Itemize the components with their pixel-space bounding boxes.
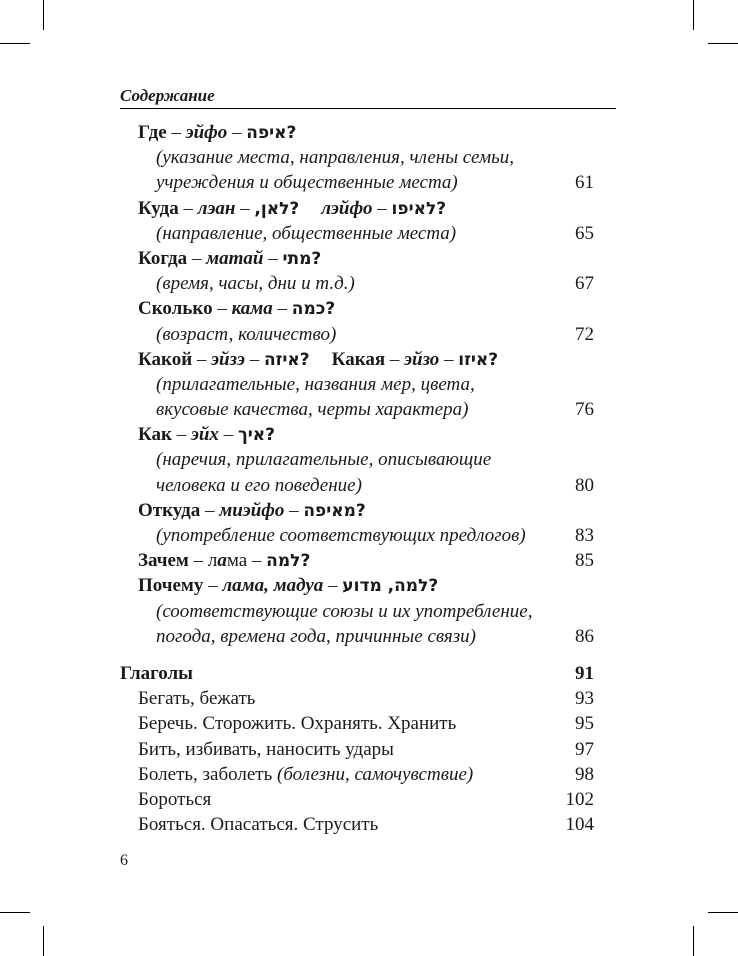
verb-text: Бить, избивать, наносить удары — [138, 738, 394, 760]
crop-mark — [0, 912, 30, 913]
entry-hebrew: ?איך — [237, 425, 276, 446]
entry-hebrew: ?מתי — [282, 248, 322, 269]
entry-transliteration: миэйфо — [219, 499, 285, 521]
entry-transliteration: лама, мадуа — [222, 575, 324, 597]
description-text: (время, часы, дни и т.д.) — [156, 273, 355, 295]
dash: – — [166, 122, 186, 143]
crop-mark — [708, 912, 738, 913]
table-of-contents — [120, 120, 594, 837]
page-number: 93 — [575, 688, 594, 710]
entry-word: Куда — [138, 197, 179, 219]
toc-description — [120, 221, 594, 246]
toc-verb-item[interactable] — [120, 686, 594, 711]
toc-entry-zachem[interactable] — [120, 548, 594, 573]
description-text: (возраст, количество) — [156, 323, 337, 345]
page-number: 95 — [575, 713, 594, 735]
dash: – — [192, 348, 212, 370]
toc-description — [120, 170, 594, 195]
toc-description — [120, 397, 594, 422]
dash: – — [178, 197, 198, 219]
page-number: 80 — [575, 474, 594, 496]
entry-hebrew: ?מאיפה — [303, 500, 366, 521]
dash: – — [263, 247, 283, 269]
entry-hebrew: ?לאן, — [254, 198, 300, 219]
toc-entry-kakoy[interactable] — [120, 347, 594, 372]
verb-text: Бороться — [138, 788, 212, 810]
entry-transliteration: матай — [206, 247, 264, 269]
toc-verb-item[interactable] — [120, 711, 594, 736]
verb-text: Беречь. Сторожить. Охранять. Хранить — [138, 713, 457, 735]
entry-hebrew: ?איזה — [263, 349, 310, 370]
entry-transliteration: эйх — [190, 424, 219, 446]
entry-word: Почему — [138, 575, 204, 597]
toc-verb-item[interactable] — [120, 737, 594, 762]
entry-transliteration: лэан — [197, 197, 236, 219]
entry-hebrew: ?איזו — [458, 349, 499, 370]
dash: – — [372, 197, 392, 219]
verb-text: Бегать, бежать — [138, 688, 256, 710]
dash: – — [272, 298, 292, 320]
crop-mark — [43, 926, 44, 956]
verb-text: Бояться. Опасаться. Струсить — [138, 814, 379, 836]
toc-description — [120, 145, 594, 170]
entry-transliteration: л — [207, 550, 218, 572]
page-number: 91 — [575, 662, 594, 684]
dash: – — [203, 575, 223, 597]
toc-entry-gde[interactable] — [120, 120, 594, 145]
description-text: (прилагательные, названия мер, цвета, — [156, 373, 475, 395]
entry-transliteration: эйзэ — [211, 348, 245, 370]
toc-description — [120, 624, 594, 649]
page-folio: 6 — [120, 852, 128, 869]
toc-description — [120, 523, 594, 548]
entry-hebrew: ?איפה — [246, 123, 297, 143]
dash: – — [212, 298, 232, 320]
entry-word: Какой — [138, 348, 193, 370]
page-number: 83 — [575, 525, 594, 546]
description-text: учреждения и общественные места) — [156, 172, 458, 194]
page-number: 65 — [575, 222, 594, 244]
entry-word: Когда — [138, 247, 188, 269]
page-number: 85 — [575, 550, 594, 572]
section-title: Глаголы — [120, 662, 194, 684]
dash: – — [187, 247, 207, 269]
page-number: 86 — [575, 625, 594, 647]
description-text: (соответствующие союзы и их употребление, — [156, 600, 533, 622]
entry-transliteration: лэйфо — [321, 197, 373, 219]
page-number: 67 — [575, 273, 594, 295]
description-text: (употребление соответствующих предлогов) — [156, 525, 526, 546]
toc-entry-pochemu[interactable] — [120, 573, 594, 598]
description-text: вкусовые качества, черты характера) — [156, 399, 469, 421]
page-number: 98 — [575, 763, 594, 785]
dash: – — [284, 499, 304, 521]
dash: – — [218, 424, 238, 446]
dash: – — [439, 348, 459, 370]
crop-mark — [43, 0, 44, 30]
dash: – — [200, 499, 220, 521]
page-number: 72 — [575, 323, 594, 345]
dash: – — [188, 550, 208, 572]
entry-word: Зачем — [138, 550, 189, 572]
toc-entry-kuda[interactable] — [120, 196, 594, 221]
verb-note: (болезни, самочувствие) — [277, 763, 474, 785]
entry-word: Откуда — [138, 499, 201, 521]
entry-word: Какая — [331, 348, 386, 370]
crop-mark — [693, 0, 694, 30]
running-header — [120, 86, 616, 109]
entry-word: Сколько — [138, 298, 213, 320]
description-text: (указание места, направления, члены семьи, — [156, 147, 514, 169]
crop-mark — [0, 43, 30, 44]
page-number: 102 — [565, 788, 594, 810]
entry-transliteration: ма — [226, 550, 248, 572]
entry-transliteration: эйзо — [404, 348, 440, 370]
dash: – — [323, 575, 343, 597]
stress-letter: а — [217, 550, 227, 572]
dash: – — [385, 348, 405, 370]
dash: – — [171, 424, 191, 446]
dash: – — [247, 550, 267, 572]
toc-description — [120, 473, 594, 498]
page-title: Содержание — [120, 86, 215, 105]
page-number: 61 — [575, 172, 594, 194]
toc-entry-otkuda[interactable] — [120, 498, 594, 523]
entry-hebrew: ?כמה — [291, 299, 336, 320]
verb-text: Болеть, заболеть — [138, 763, 273, 785]
entry-word: Где — [138, 122, 167, 143]
page-number: 97 — [575, 738, 594, 760]
entry-hebrew: ?למה, מדוע — [342, 576, 439, 597]
entry-hebrew: ?למה — [266, 551, 311, 572]
toc-entry-skolko[interactable] — [120, 296, 594, 321]
dash: – — [235, 197, 255, 219]
crop-mark — [708, 43, 738, 44]
page-number: 76 — [575, 399, 594, 421]
dash: – — [227, 122, 247, 143]
toc-description — [120, 372, 594, 397]
entry-transliteration: кама — [231, 298, 273, 320]
toc-description — [120, 271, 594, 296]
toc-verb-item[interactable] — [120, 812, 594, 837]
toc-description — [120, 322, 594, 347]
toc-verb-item[interactable] — [120, 762, 594, 787]
crop-mark — [693, 926, 694, 956]
description-text: человека и его поведение) — [156, 474, 362, 496]
toc-description — [120, 599, 594, 624]
description-text: погода, времена года, причинные связи) — [156, 625, 476, 647]
page-number: 104 — [565, 814, 594, 836]
toc-verb-item[interactable] — [120, 787, 594, 812]
entry-hebrew: ?לאיפו — [391, 198, 447, 219]
toc-section-verbs[interactable] — [120, 661, 594, 686]
description-text: (направление, общественные места) — [156, 222, 457, 244]
entry-transliteration: эйфо — [185, 122, 228, 143]
toc-entry-kogda[interactable] — [120, 246, 594, 271]
description-text: (наречия, прилагательные, описывающие — [156, 449, 492, 471]
dash: – — [244, 348, 264, 370]
toc-description — [120, 447, 594, 472]
entry-word: Как — [138, 424, 172, 446]
toc-entry-kak[interactable] — [120, 422, 594, 447]
